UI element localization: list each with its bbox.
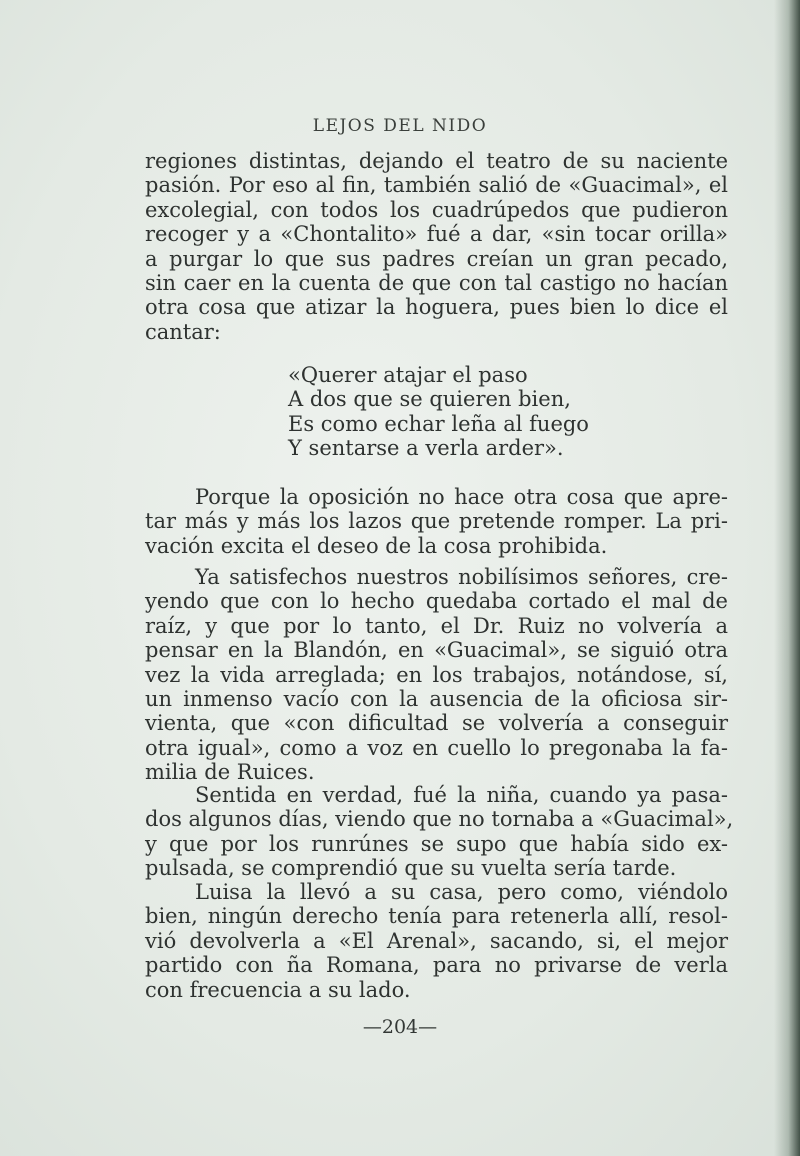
text-line: otra cosa que atizar la hoguera, pues bien lo dice el bbox=[145, 295, 728, 320]
text-line: sin caer en la cuenta de que con tal castigo no hacían bbox=[145, 271, 728, 296]
text-line: Sentida en verdad, fué la niña, cuando ya pasa- bbox=[195, 783, 728, 807]
text-line: partido con ña Romana, para no privarse de verla bbox=[145, 953, 728, 978]
text-line: vienta, que «con dificultad se volvería a conseguir bbox=[145, 711, 728, 736]
page-number: —204— bbox=[362, 1016, 438, 1038]
text-line: Ya satisfechos nuestros nobilísimos señores, cre- bbox=[195, 565, 728, 589]
paragraph-5 bbox=[145, 880, 728, 1002]
verse-line: Es como echar leña al fuego bbox=[288, 411, 589, 436]
text-line: a purgar lo que sus padres creían un gran pecado, bbox=[145, 246, 728, 271]
text-line: raíz, y que por lo tanto, el Dr. Ruiz no volvería a bbox=[145, 613, 728, 638]
verse-line: A dos que se quieren bien, bbox=[288, 387, 571, 412]
verse-line: Y sentarse a verla arder». bbox=[288, 436, 564, 461]
running-head: LEJOS DEL NIDO bbox=[312, 116, 488, 136]
text-line: vió devolverla a «El Arenal», sacando, si, el mejor bbox=[145, 928, 728, 953]
verse-line: «Querer atajar el paso bbox=[288, 363, 528, 387]
page-edge-shadow bbox=[774, 0, 800, 1156]
text-line: con frecuencia a su lado. bbox=[145, 977, 411, 1002]
paragraph-3 bbox=[145, 565, 728, 785]
text-line: Porque la oposición no hace otra cosa que apre- bbox=[195, 485, 728, 509]
text-line: cantar: bbox=[145, 319, 221, 344]
text-line: pulsada, se comprendió que su vuelta sería tarde. bbox=[145, 856, 677, 881]
text-line: dos algunos días, viendo que no tornaba a «Guacimal», bbox=[145, 807, 734, 832]
paragraph-2 bbox=[145, 485, 728, 558]
verse-quote bbox=[288, 363, 589, 461]
text-line: otra igual», como a voz en cuello lo pregonaba la fa- bbox=[145, 735, 728, 760]
text-line: bien, ningún derecho tenía para retenerla allí, resol- bbox=[145, 904, 728, 929]
text-line: vación excita el deseo de la cosa prohibida. bbox=[145, 533, 608, 558]
text-line: recoger y a «Chontalito» fué a dar, «sin tocar orilla» bbox=[145, 222, 728, 247]
text-line: un inmenso vacío con la ausencia de la oficiosa sir- bbox=[145, 687, 728, 712]
text-line: y que por los runrúnes se supo que había sido ex- bbox=[145, 831, 728, 856]
text-line: pasión. Por eso al fin, también salió de «Guacimal», el bbox=[145, 173, 728, 198]
text-line: tar más y más los lazos que pretende romper. La pri- bbox=[145, 509, 728, 534]
paragraph-1 bbox=[145, 149, 728, 344]
text-line: Luisa la llevó a su casa, pero como, viéndolo bbox=[195, 880, 728, 904]
text-line: regiones distintas, dejando el teatro de su naciente bbox=[145, 149, 728, 173]
paragraph-4 bbox=[145, 783, 734, 881]
text-line: milia de Ruices. bbox=[145, 760, 315, 785]
text-line: vez la vida arreglada; en los trabajos, notándose, sí, bbox=[145, 662, 728, 687]
text-line: excolegial, con todos los cuadrúpedos que pudieron bbox=[145, 197, 728, 222]
text-line: pensar en la Blandón, en «Guacimal», se siguió otra bbox=[145, 638, 728, 663]
text-line: yendo que con lo hecho quedaba cortado el mal de bbox=[145, 589, 728, 614]
